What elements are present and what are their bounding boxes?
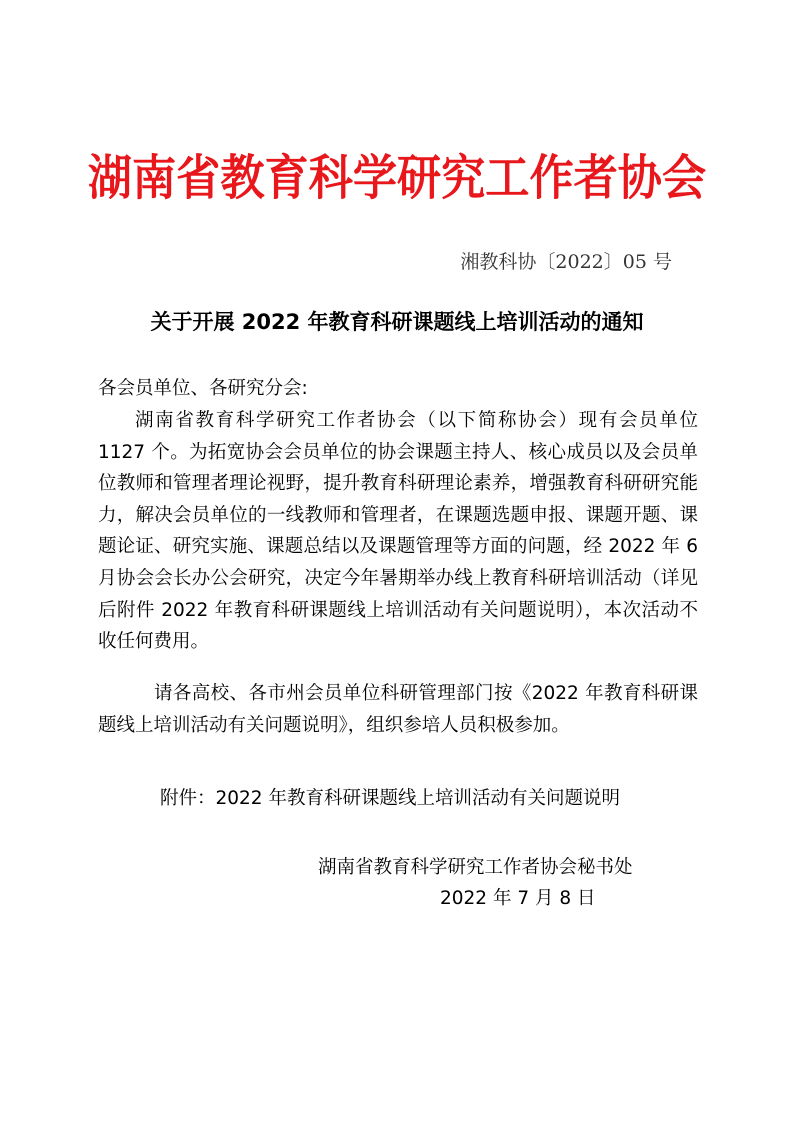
letterhead-org-name: 湖南省教育科学研究工作者协会 bbox=[87, 150, 707, 206]
attachment-line: 附件：2022 年教育科研课题线上培训活动有关问题说明 bbox=[160, 788, 620, 809]
salutation: 各会员单位、各研究分会: bbox=[98, 378, 308, 399]
document-number: 湘教科协〔2022〕05 号 bbox=[460, 251, 672, 273]
body-paragraph-2: 请各高校、各市州会员单位科研管理部门按《2022 年教育科研课题线上培训活动有关问题说明》，组织参培人员积极参加。 bbox=[98, 683, 698, 736]
notice-title: 关于开展 2022 年教育科研课题线上培训活动的通知 bbox=[150, 310, 644, 334]
signature-date: 2022 年 7 月 8 日 bbox=[440, 888, 596, 909]
body-paragraph-1: 湖南省教育科学研究工作者协会（以下简称协会）现有会员单位 1127 个。为拓宽协会会员单位的协会课题主持人、核心成员以及会员单位教师和管理者理论视野，提升教育科研理论素养，增强教育科研研究能力，解决会员单位的一线教师和管理者，在课题选题申报、课题开题、课题论证、研究实施、课题总结以及课题管理等方面的问题，经 2022 年 6 月协会会长办公会研究，决定今年暑期举办线上教育科研培训活动（详见后附件 2022 年教育科研课题线上培训活动有关问题说明），本次活动不收任何费用。 bbox=[98, 410, 698, 653]
signature-organization: 湖南省教育科学研究工作者协会秘书处 bbox=[318, 857, 633, 878]
